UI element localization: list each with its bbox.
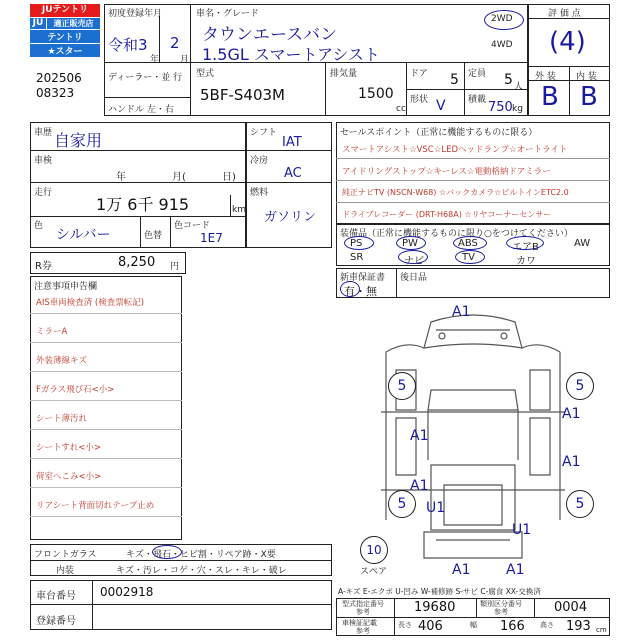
damage-mark: A1 bbox=[452, 562, 471, 578]
dims-l: 406 bbox=[418, 619, 443, 634]
equip-aw: AW bbox=[574, 238, 591, 249]
mileage-label: 走行 bbox=[34, 188, 53, 198]
door-value: 5 bbox=[450, 72, 459, 88]
int-label: 内 装 bbox=[576, 72, 597, 82]
class-no-label: 類別区分番号 bbox=[480, 600, 522, 608]
usage-label: 車歴 bbox=[34, 128, 53, 138]
cert-after-label: 後日品 bbox=[400, 273, 428, 283]
note-item: シートすれ<小> bbox=[36, 443, 101, 453]
grade-label: 評 価 点 bbox=[548, 9, 581, 19]
shift-label: シフト bbox=[250, 128, 278, 138]
selling-line-3: 純正ナビTV (NSCN-W68) ☆バックカメラ☆ビルトインETC2.0 bbox=[342, 188, 569, 197]
model-no-sub: 参考 bbox=[356, 608, 370, 616]
note-item: リアシート背面切れテープ止め bbox=[36, 501, 155, 511]
inspection-label: 車検 bbox=[34, 156, 53, 166]
selling-line-4: ドライブレコーダー (DRT-H68A) ☆リヤコーナーセンサー bbox=[342, 210, 552, 219]
chassis-label: 車台番号 bbox=[36, 591, 76, 602]
equip-ps: PS bbox=[350, 238, 363, 249]
color-sub: 色替 bbox=[144, 231, 163, 241]
dims-h: 193 bbox=[566, 619, 591, 634]
color-label: 色 bbox=[34, 221, 44, 231]
equip-ps-circle bbox=[344, 236, 374, 250]
tire-mark: 5 bbox=[566, 372, 594, 400]
equip-abs-circle bbox=[453, 236, 487, 250]
reg-label: 初度登録年月 bbox=[108, 9, 163, 19]
car-grade: 1.5GL スマートアシスト bbox=[202, 45, 380, 64]
damage-mark: A1 bbox=[562, 406, 581, 422]
note-rule bbox=[30, 458, 182, 459]
logo-tentori: テントリ bbox=[30, 30, 100, 43]
recycle-value: 8,250 bbox=[118, 255, 156, 270]
color-code-label: 色コード bbox=[174, 221, 211, 231]
ac-value: AC bbox=[284, 166, 302, 181]
load-label: 積載 bbox=[468, 95, 487, 105]
tire-mark: 5 bbox=[388, 372, 416, 400]
equip-navi: ナビ bbox=[404, 256, 424, 267]
equip-pw: PW bbox=[402, 238, 418, 249]
tire-mark: 5 bbox=[388, 490, 416, 518]
equip-tv: TV bbox=[462, 252, 475, 263]
damage-mark: U1 bbox=[426, 500, 446, 516]
note-rule bbox=[30, 313, 182, 314]
model-no-label: 型式指定番号 bbox=[342, 600, 384, 608]
dims-unit: cm bbox=[596, 626, 607, 634]
interior-value: キズ・汚レ・コゲ・穴・スレ・キレ・破レ bbox=[116, 566, 287, 576]
equip-tv-circle bbox=[455, 250, 485, 264]
model-no-value: 19680 bbox=[414, 600, 456, 615]
glass-label: フロントガラス bbox=[34, 550, 97, 560]
dims-h-label: 高さ bbox=[540, 621, 554, 629]
shape-value: V bbox=[436, 98, 446, 114]
damage-mark: U1 bbox=[512, 522, 532, 538]
logo-ju: JU bbox=[30, 18, 46, 29]
selling-line-2: アイドリングストップ☆キーレス☆電動格納ドアミラー bbox=[342, 167, 551, 177]
dealer-label: ディーラー・並 行 bbox=[108, 73, 183, 83]
note-item: AIS車両検査済 (検査票転記) bbox=[36, 298, 145, 308]
cert-value: 有・無 bbox=[344, 285, 377, 298]
equip-leather: カワ bbox=[516, 256, 536, 267]
ext-grade: B bbox=[541, 82, 559, 112]
drive-4wd: 4WD bbox=[491, 40, 513, 50]
int-grade: B bbox=[580, 82, 598, 112]
equip-airbag: エアB bbox=[512, 242, 539, 253]
equip-abs: ABS bbox=[458, 238, 478, 249]
car-name: タウンエースバン bbox=[202, 25, 338, 45]
drive-2wd: 2WD bbox=[491, 14, 513, 24]
load-unit: kg bbox=[512, 104, 523, 114]
note-item: シート薄汚れ bbox=[36, 414, 88, 424]
mileage-unit: km bbox=[232, 205, 246, 215]
equip-label: 装備品（正常に機能するものに限り○をつけてください） bbox=[340, 229, 573, 239]
color-code: 1E7 bbox=[200, 231, 223, 245]
dims-l-label: 長さ bbox=[398, 621, 412, 629]
recycle-box bbox=[30, 252, 186, 274]
selling-label: セールスポイント（正常に機能するものに限る） bbox=[340, 128, 538, 138]
ext-label: 外 装 bbox=[535, 72, 556, 82]
reg-era: 令和3 bbox=[108, 36, 148, 54]
class-no-value: 0004 bbox=[554, 600, 588, 615]
lot-line1: 202506 bbox=[36, 71, 82, 85]
note-rule bbox=[30, 516, 182, 517]
damage-mark: A1 bbox=[452, 304, 471, 320]
recycle-unit: 円 bbox=[170, 262, 180, 272]
disp-value: 1500 bbox=[358, 86, 394, 102]
tire-mark: 5 bbox=[566, 490, 594, 518]
regno-label: 登録番号 bbox=[36, 616, 76, 627]
equip-navi-circle bbox=[398, 250, 428, 264]
note-item: ミラーA bbox=[36, 327, 68, 337]
spare-label: スペア bbox=[360, 567, 388, 577]
damage-diagram bbox=[336, 300, 610, 582]
dims-label: 車検証記載 bbox=[342, 619, 377, 627]
cert-label: 新車保証書 bbox=[340, 273, 386, 283]
damage-mark: A1 bbox=[562, 454, 581, 470]
logo bbox=[30, 4, 100, 64]
color-value: シルバー bbox=[56, 227, 111, 243]
spare-mark: 10 bbox=[360, 536, 388, 564]
inspection-day: 日) bbox=[222, 172, 236, 183]
lot-line2: 08323 bbox=[36, 86, 75, 100]
handle-label: ハンドル 左・右 bbox=[108, 105, 174, 115]
grade-score: (4) bbox=[549, 27, 586, 57]
fuel-value: ガソリン bbox=[264, 210, 317, 225]
note-rule bbox=[30, 342, 182, 343]
disp-label: 排気量 bbox=[330, 69, 358, 79]
inspection-year: 年 bbox=[116, 172, 126, 183]
note-item: 荷室へこみ<小> bbox=[36, 472, 102, 482]
interior-label: 内装 bbox=[56, 566, 75, 576]
dims-sub: 参考 bbox=[356, 627, 370, 635]
dims-w-label: 幅 bbox=[470, 621, 477, 629]
legend: A-キズ E-エクボ U-凹み W-補修跡 S-サビ C-腐食 XX-交換済 bbox=[338, 587, 541, 596]
chassis-value: 0002918 bbox=[100, 585, 154, 599]
car-label: 車名・グレード bbox=[196, 9, 260, 19]
equip-airbag-circle bbox=[506, 236, 544, 250]
reg-month: 2 bbox=[170, 34, 180, 52]
fuel-label: 燃料 bbox=[250, 188, 269, 198]
selling-line-1: スマートアシスト☆VSC☆LEDヘッドランプ☆オートライト bbox=[342, 145, 568, 155]
cap-value: 5 bbox=[504, 72, 513, 88]
model-label: 型式 bbox=[196, 69, 215, 79]
disp-unit: cc bbox=[396, 104, 406, 114]
equip-sr: SR bbox=[350, 252, 364, 263]
dims-w: 166 bbox=[500, 619, 525, 634]
reg-year-unit: 年 bbox=[150, 55, 160, 65]
glass-value: キズ・飛石・ヒビ割・リペア跡・X要 bbox=[126, 550, 276, 560]
logo-line1: JUテントリ bbox=[30, 4, 100, 17]
logo-dealer: 適正販売店 bbox=[47, 18, 100, 29]
note-rule bbox=[30, 429, 182, 430]
usage-value: 自家用 bbox=[54, 131, 103, 150]
note-rule bbox=[30, 487, 182, 488]
cap-unit: 人 bbox=[514, 82, 524, 92]
cap-label: 定員 bbox=[468, 69, 487, 79]
note-rule bbox=[30, 371, 182, 372]
shape-label: 形状 bbox=[410, 95, 429, 105]
note-rule bbox=[30, 400, 182, 401]
recycle-label: R券 bbox=[35, 261, 52, 272]
damage-mark: A1 bbox=[506, 562, 525, 578]
damage-mark: A1 bbox=[410, 478, 429, 494]
inspection-month: 月( bbox=[172, 172, 186, 183]
logo-star: ★スター bbox=[30, 44, 100, 57]
note-item: 外装薄線キズ bbox=[36, 356, 87, 366]
load-value: 750 bbox=[488, 100, 513, 115]
reg-month-unit: 月 bbox=[180, 55, 190, 65]
damage-mark: A1 bbox=[410, 428, 429, 444]
model-value: 5BF-S403M bbox=[200, 86, 285, 104]
ac-label: 冷房 bbox=[250, 156, 269, 166]
cert-yes-circle bbox=[340, 281, 360, 297]
note-item: Fガラス飛び石<小> bbox=[36, 385, 115, 395]
mileage-value: 1万 6千 915 bbox=[96, 195, 190, 214]
shift-value: IAT bbox=[282, 135, 302, 150]
equip-pw-circle bbox=[396, 236, 426, 250]
door-label: ドア bbox=[410, 69, 428, 79]
class-no-sub: 参考 bbox=[494, 608, 508, 616]
glass-chip-circle bbox=[152, 545, 182, 559]
notes-label: 注意事項申告欄 bbox=[34, 282, 98, 292]
